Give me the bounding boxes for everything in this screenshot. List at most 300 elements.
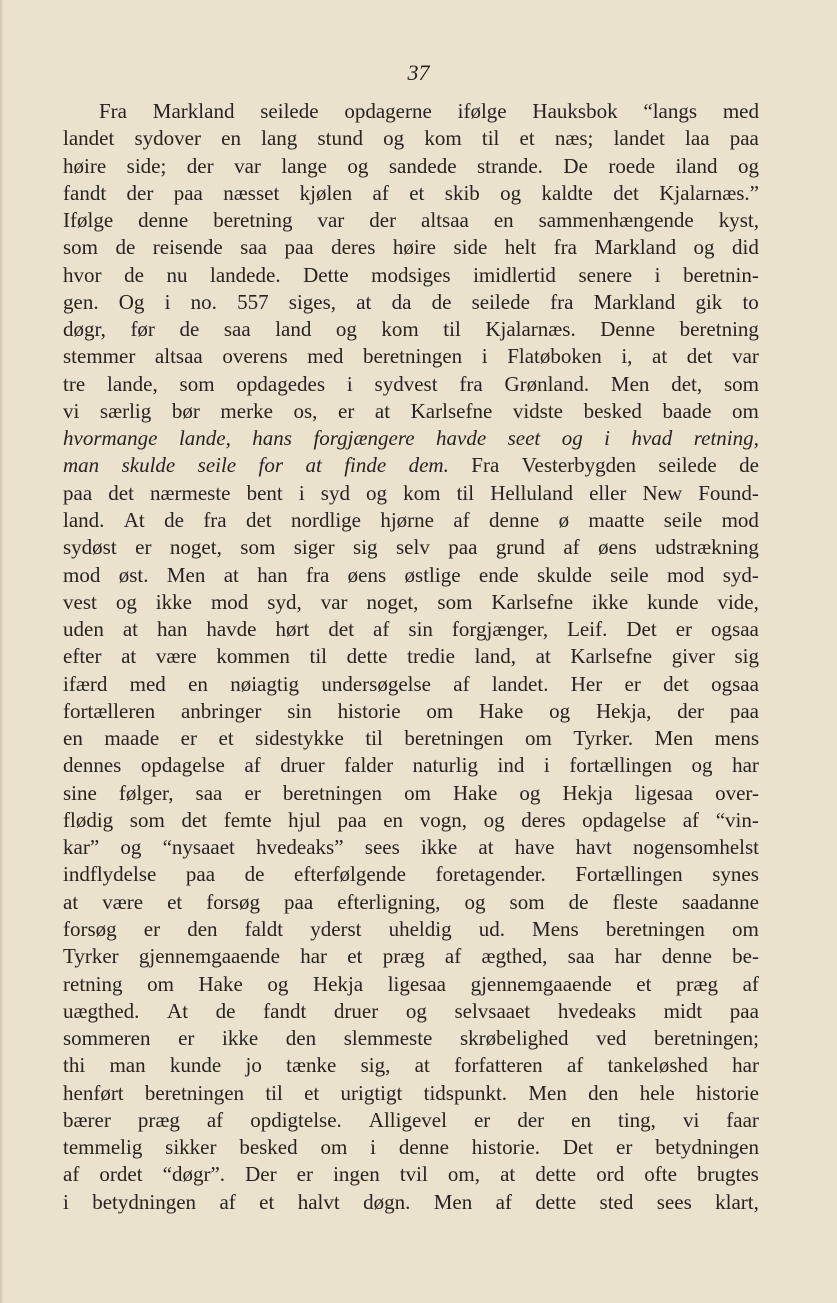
word: ikke <box>155 589 192 614</box>
word: skulde <box>536 562 592 587</box>
word: stemmer <box>63 344 136 369</box>
word: strande. <box>477 153 543 178</box>
word: denne <box>489 507 540 532</box>
word: paa <box>284 235 314 260</box>
text-line <box>63 371 759 398</box>
page-edge-shadow <box>0 0 4 1303</box>
text-line <box>63 589 759 616</box>
text-line <box>63 780 759 807</box>
word: ligesaa <box>634 780 693 805</box>
word: Fra <box>471 453 500 478</box>
word: sig, <box>360 1053 391 1078</box>
word: var <box>234 153 261 178</box>
word: man <box>109 1053 146 1078</box>
word: et <box>519 126 535 151</box>
word: vi <box>682 1107 700 1132</box>
word: ting, <box>618 1107 656 1132</box>
word: tredie <box>407 644 455 669</box>
word: et <box>167 889 183 914</box>
word: fortællingen <box>569 753 672 778</box>
word: til <box>265 1080 283 1105</box>
word: Fortællingen <box>575 862 683 887</box>
word: sandede <box>388 153 457 178</box>
word: om <box>525 726 552 751</box>
word: stund <box>317 126 363 151</box>
word: fra <box>550 289 574 314</box>
word: var <box>732 344 759 369</box>
word: opdagelse <box>582 807 667 832</box>
word: til <box>456 480 475 505</box>
word: kom <box>424 126 462 151</box>
word: der <box>369 208 397 233</box>
word: af <box>453 671 470 696</box>
word: bent <box>246 480 283 505</box>
word: at <box>63 889 79 914</box>
word: hørt <box>275 617 310 642</box>
word: hvormange <box>63 426 158 451</box>
word: præg <box>675 971 718 996</box>
text-line <box>63 1107 759 1134</box>
text-line <box>63 643 759 670</box>
text-line <box>63 562 759 589</box>
text-line <box>63 616 759 643</box>
word: og <box>335 317 357 342</box>
text-line <box>63 98 759 125</box>
word: land. <box>63 507 105 532</box>
word: ikke <box>421 835 458 860</box>
word: i <box>604 426 611 451</box>
word: selv <box>396 535 430 560</box>
word: denne <box>661 944 712 969</box>
word: af <box>206 1107 224 1132</box>
word: kyst, <box>718 208 759 233</box>
word: mod <box>667 562 705 587</box>
word: Men <box>654 726 694 751</box>
word: have <box>514 835 555 860</box>
word: beretnin- <box>683 262 759 287</box>
word: hvad <box>631 426 673 451</box>
word: som <box>437 589 473 614</box>
word: Hake <box>452 780 498 805</box>
word: hjul <box>288 807 321 832</box>
word: Found- <box>698 480 759 505</box>
word: hele <box>639 1080 675 1105</box>
word: døgr, <box>63 317 106 342</box>
word: lange <box>281 153 327 178</box>
word: østlige <box>404 562 461 587</box>
word: af <box>372 180 389 205</box>
word: i <box>543 753 550 778</box>
word: et <box>304 1080 320 1105</box>
word: ogsaa <box>711 671 759 696</box>
word: at <box>652 344 668 369</box>
text-line <box>63 725 759 752</box>
word: har <box>732 753 759 778</box>
word: skrøbelighed <box>460 1026 569 1051</box>
text-line <box>63 998 759 1025</box>
word: han <box>157 617 188 642</box>
word: faar <box>726 1107 759 1132</box>
word: beretningen <box>144 1080 245 1105</box>
word: seile <box>610 562 649 587</box>
word: “døgr”. <box>162 1162 226 1187</box>
text-line <box>63 1052 759 1079</box>
word: øst. <box>118 562 149 587</box>
word: er <box>338 398 355 423</box>
word: af <box>219 1189 236 1214</box>
word: i <box>481 344 488 369</box>
word: mens <box>714 726 759 751</box>
text-line <box>63 507 759 534</box>
word: at <box>500 1162 516 1187</box>
word: henført <box>63 1080 124 1105</box>
word: de <box>215 998 236 1023</box>
text-line <box>63 916 759 943</box>
word: Karlsefne <box>570 644 653 669</box>
word: Men <box>433 1189 473 1214</box>
word: beretningen <box>605 916 705 941</box>
word: besked <box>239 1135 298 1160</box>
word: Flatøboken <box>507 344 602 369</box>
word: var <box>320 589 348 614</box>
word: historie. <box>471 1135 541 1160</box>
text-line <box>63 1189 759 1216</box>
word: ikke <box>222 1026 259 1051</box>
word: flødig <box>63 807 114 832</box>
word: det <box>328 617 355 642</box>
word: dem. <box>408 453 449 478</box>
word: det <box>245 507 272 532</box>
word: seet <box>507 426 541 451</box>
word: landede. <box>210 262 281 287</box>
word: maatte <box>588 507 645 532</box>
word: noget, <box>366 589 419 614</box>
word: bærer <box>63 1107 111 1132</box>
word: efterligning, <box>337 889 441 914</box>
word: følger, <box>118 780 174 805</box>
word: der <box>186 153 214 178</box>
word: fra <box>305 562 330 587</box>
word: forgjænger, <box>451 617 549 642</box>
word: har <box>614 944 642 969</box>
word: Her <box>570 671 603 696</box>
text-line <box>63 207 759 234</box>
word: er <box>135 535 152 560</box>
word: Hekja <box>312 971 364 996</box>
word: tvil <box>399 1162 428 1187</box>
word: ogsaa <box>711 617 759 642</box>
word: og <box>691 753 713 778</box>
word: forsøg <box>206 889 260 914</box>
text-line <box>63 398 759 425</box>
word: en <box>383 807 404 832</box>
text-line <box>63 180 759 207</box>
word: hvedeaks” <box>256 835 344 860</box>
word: modsiges <box>371 262 451 287</box>
word: det <box>613 180 639 205</box>
word: ende <box>478 562 519 587</box>
word: betydningen <box>92 1189 197 1214</box>
word: fra <box>459 371 483 396</box>
word: tankeløshed <box>607 1053 708 1078</box>
word: at <box>478 835 494 860</box>
word: Dette <box>303 262 349 287</box>
word: dette <box>535 1189 577 1214</box>
word: seilede <box>658 453 717 478</box>
word: i <box>346 371 353 396</box>
word: kjølen <box>299 180 353 205</box>
word: Karlsefne <box>410 398 493 423</box>
word: urigtigt <box>340 1080 403 1105</box>
word: halvt <box>297 1189 340 1214</box>
word: har <box>300 944 328 969</box>
word: ordet <box>99 1162 143 1187</box>
word: ind <box>497 753 525 778</box>
word: paa <box>337 807 367 832</box>
word: være <box>102 889 144 914</box>
word: kunde <box>169 1053 222 1078</box>
word: kom <box>403 480 441 505</box>
word: Markland <box>593 289 676 314</box>
word: temmelig <box>63 1135 143 1160</box>
word: af <box>244 753 261 778</box>
word: for <box>258 453 284 478</box>
word: Men <box>166 562 206 587</box>
word: helt <box>504 235 537 260</box>
word: thi <box>63 1053 86 1078</box>
word: at <box>356 289 372 314</box>
word: Helluland <box>490 480 573 505</box>
word: synes <box>712 862 759 887</box>
word: skulde <box>121 453 176 478</box>
word: et <box>218 726 234 751</box>
text-line <box>63 752 759 779</box>
word: New <box>642 480 683 505</box>
word: er <box>143 916 161 941</box>
word: beretningen <box>282 780 382 805</box>
word: gen. <box>63 289 99 314</box>
word: om <box>320 1135 348 1160</box>
word: vest <box>63 589 97 614</box>
word: saa <box>223 317 251 342</box>
word: sikker <box>165 1135 217 1160</box>
word: anbringer <box>180 698 262 723</box>
word: i <box>63 1189 69 1214</box>
word: Tyrker. <box>573 726 634 751</box>
word: et <box>636 971 652 996</box>
word: ifærd <box>63 671 108 696</box>
word: kunde <box>647 589 699 614</box>
word: dette <box>535 1162 577 1187</box>
word: en <box>571 1107 591 1132</box>
word: sin <box>287 698 312 723</box>
word: paa <box>63 480 93 505</box>
word: til <box>481 126 500 151</box>
word: syd- <box>722 562 759 587</box>
word: nøiagtig <box>230 671 300 696</box>
word: nærmeste <box>150 480 231 505</box>
text-line <box>63 316 759 343</box>
word: historie <box>337 698 401 723</box>
word: roede <box>608 153 656 178</box>
word: paa <box>729 998 759 1023</box>
word: der <box>677 698 705 723</box>
page-number: 37 <box>407 60 430 85</box>
word: gik <box>695 289 723 314</box>
word: som <box>63 235 99 260</box>
word: to <box>742 289 759 314</box>
word: som <box>179 371 215 396</box>
word: de <box>568 889 589 914</box>
word: reisende <box>152 235 223 260</box>
word: sydover <box>134 126 201 151</box>
text-line <box>63 1134 759 1161</box>
word: et <box>259 1189 275 1214</box>
word: udstrækning <box>655 535 759 560</box>
word: selvsaaet <box>454 998 531 1023</box>
text-line <box>63 234 759 261</box>
word: ægthed, <box>481 944 548 969</box>
word: Markland <box>152 99 235 123</box>
word: øens <box>347 562 387 587</box>
word: af <box>566 1053 584 1078</box>
word: med <box>307 344 344 369</box>
text-line <box>63 834 759 861</box>
word: Grønland. <box>504 371 590 396</box>
text-line <box>63 1025 759 1052</box>
word: en <box>63 726 83 751</box>
word: historie <box>695 1080 759 1105</box>
word: jo <box>245 1053 262 1078</box>
word: er <box>473 1107 491 1132</box>
word: og <box>483 807 505 832</box>
word: og <box>549 698 571 723</box>
text-line <box>63 452 759 479</box>
word: være <box>155 644 197 669</box>
word: fortælleren <box>63 698 156 723</box>
word: ord <box>596 1162 625 1187</box>
word: slemmeste <box>343 1026 433 1051</box>
word: er <box>180 726 197 751</box>
word: i <box>370 1135 376 1160</box>
word: Hake <box>198 971 243 996</box>
word: og <box>267 971 289 996</box>
word: og <box>561 426 583 451</box>
word: kar” <box>63 835 100 860</box>
word: mod <box>63 562 101 587</box>
word: eller <box>589 480 627 505</box>
word: uheldig <box>388 916 452 941</box>
word: kommen <box>216 644 290 669</box>
word: 557 <box>237 289 269 314</box>
text-line <box>63 861 759 888</box>
word: Men <box>528 1080 567 1105</box>
word: de <box>739 453 759 478</box>
word: brugtes <box>697 1162 759 1187</box>
word: havde <box>206 617 257 642</box>
word: der <box>126 180 154 205</box>
word: vidste <box>512 398 564 423</box>
word: de <box>431 289 452 314</box>
word: var <box>317 208 345 233</box>
word: af <box>444 944 462 969</box>
word: tænke <box>286 1053 337 1078</box>
word: vi <box>63 398 80 423</box>
word: fra <box>553 235 577 260</box>
word: Ifølge <box>63 208 114 233</box>
word: iland <box>675 153 718 178</box>
text-line <box>63 534 759 561</box>
word: havde <box>436 426 487 451</box>
word: seile <box>197 453 237 478</box>
word: femte <box>223 807 272 832</box>
word: saa <box>195 780 223 805</box>
word: side <box>453 235 488 260</box>
word: grund <box>495 535 545 560</box>
word: beretning <box>679 317 759 342</box>
word: finde <box>344 453 387 478</box>
word: hvor <box>63 262 102 287</box>
word: paa <box>173 180 203 205</box>
word: beretning <box>213 208 293 233</box>
text-line <box>63 671 759 698</box>
word: øens <box>598 535 637 560</box>
word: skib <box>444 180 480 205</box>
word: Mens <box>532 916 579 941</box>
word: baade <box>662 398 712 423</box>
word: de <box>179 317 200 342</box>
word: sydvest <box>374 371 438 396</box>
word: beretningen; <box>654 1026 759 1051</box>
word: og <box>383 126 405 151</box>
word: som <box>240 535 276 560</box>
word: Hake <box>479 698 524 723</box>
word: tidspunkt. <box>423 1080 508 1105</box>
word: paa <box>185 862 216 887</box>
word: at <box>223 562 239 587</box>
word: med <box>722 99 759 123</box>
text-line <box>63 1080 759 1107</box>
word: en <box>188 671 208 696</box>
word: beretningen <box>404 726 504 751</box>
word: Men <box>610 371 650 396</box>
word: no. <box>190 289 217 314</box>
word: paa <box>729 126 759 151</box>
word: af <box>373 617 390 642</box>
word: fandt <box>63 180 107 205</box>
word: og <box>737 153 759 178</box>
word: er <box>624 671 641 696</box>
word: Karlsefne <box>491 589 574 614</box>
word: Kjalarnæs.” <box>659 180 759 205</box>
word: saa <box>240 235 267 260</box>
word: siges, <box>288 289 337 314</box>
word: mod <box>210 589 249 614</box>
word: sidestykke <box>255 726 344 751</box>
word: det, <box>671 371 703 396</box>
word: Hekja <box>562 780 613 805</box>
word: gjennemgaaende <box>470 971 612 996</box>
word: foretagender. <box>435 862 546 887</box>
word: fandt <box>263 998 307 1023</box>
word: forsøg <box>63 916 117 941</box>
word: Det <box>626 617 657 642</box>
word: ikke <box>592 589 629 614</box>
word: ø <box>558 507 570 532</box>
word: Denne <box>600 317 656 342</box>
word: og <box>347 153 369 178</box>
word: efterfølgende <box>294 862 406 887</box>
